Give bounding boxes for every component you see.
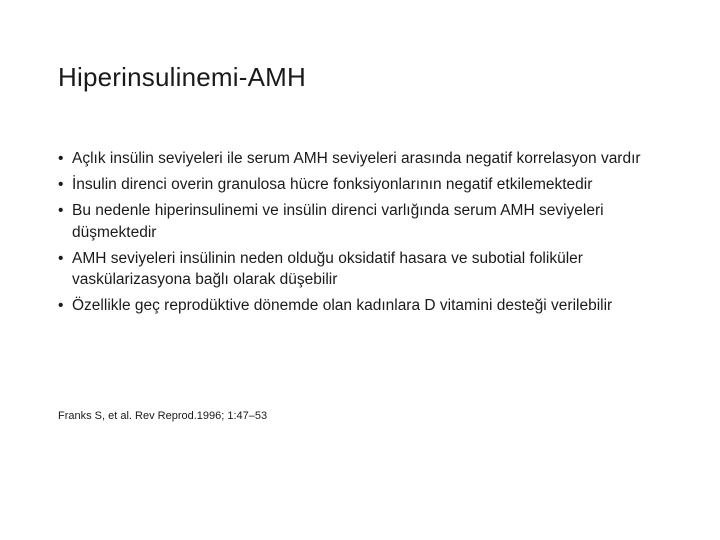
bullet-dot-icon: •	[58, 202, 64, 219]
bullet-text: İnsulin direnci overin granulosa hücre fonksiyonlarının negatif etkilemektedir	[72, 176, 593, 193]
bullet-dot-icon: •	[58, 249, 64, 267]
reference-citation: Franks S, et al. Rev Reprod.1996; 1:47–53	[58, 410, 268, 422]
bullet-text: Açlık insülin seviyeleri ile serum AMH seviyeleri arasında negatif korrelasyon vardır	[72, 150, 641, 167]
bullet-dot-icon: •	[58, 297, 64, 314]
bullet-item	[58, 248, 678, 291]
bullet-text: Özellikle geç reprodüktive dönemde olan kadınlara D vitamini desteği verilebilir	[72, 297, 613, 314]
bullet-item	[58, 148, 678, 170]
bullet-list	[58, 148, 678, 321]
bullet-dot-icon: •	[58, 150, 64, 167]
bullet-text: Bu nedenle hiperinsulinemi ve insülin direnci varlığında serum AMH seviyeleri düşmektedir	[72, 202, 604, 241]
bullet-dot-icon: •	[58, 176, 64, 193]
bullet-item	[58, 200, 678, 243]
bullet-item	[58, 295, 678, 317]
bullet-item	[58, 174, 678, 196]
slide-title: Hiperinsulinemi-AMH	[58, 62, 306, 92]
bullet-text: AMH seviyeleri insülinin neden olduğu oksidatif hasara ve subotial foliküler vaskülarizasyona bağlı olarak düşebilir	[72, 249, 583, 288]
